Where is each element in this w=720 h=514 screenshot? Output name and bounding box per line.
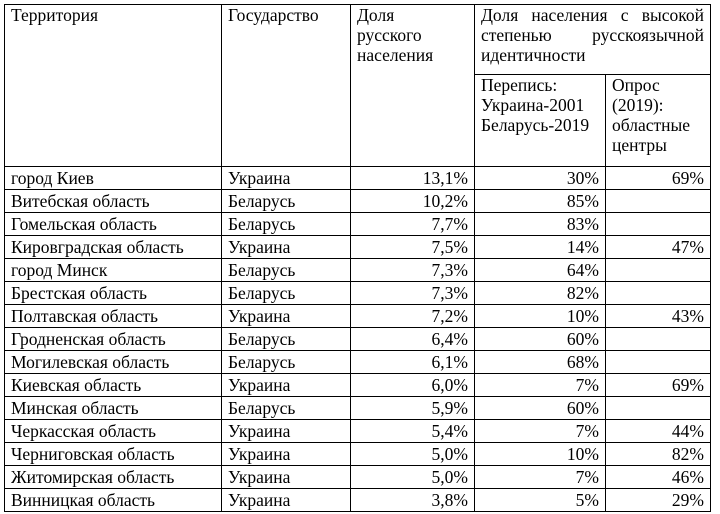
cell-state: Беларусь — [222, 282, 351, 305]
cell-russian-share: 5,0% — [351, 443, 475, 466]
table-body — [5, 167, 711, 512]
russian-identity-table — [4, 4, 711, 512]
cell-russian-share: 3,8% — [351, 489, 475, 512]
cell-territory: Винницкая область — [5, 489, 222, 512]
header-survey: Опрос (2019): областные центры — [606, 75, 711, 167]
cell-territory: город Киев — [5, 167, 222, 190]
header-census: Перепись: Украина-2001 Беларусь-2019 — [475, 75, 606, 167]
cell-state: Украина — [222, 236, 351, 259]
cell-state: Беларусь — [222, 328, 351, 351]
cell-census: 7% — [475, 420, 606, 443]
cell-russian-share: 6,0% — [351, 374, 475, 397]
cell-russian-share: 5,4% — [351, 420, 475, 443]
table-row — [5, 420, 711, 443]
cell-census: 83% — [475, 213, 606, 236]
table-row — [5, 351, 711, 374]
cell-territory: Черкасская область — [5, 420, 222, 443]
cell-territory: город Минск — [5, 259, 222, 282]
cell-census: 82% — [475, 282, 606, 305]
table-row — [5, 236, 711, 259]
cell-census: 14% — [475, 236, 606, 259]
cell-russian-share: 7,3% — [351, 282, 475, 305]
table-row — [5, 190, 711, 213]
cell-survey — [606, 351, 711, 374]
cell-survey — [606, 259, 711, 282]
cell-state: Украина — [222, 466, 351, 489]
cell-survey — [606, 282, 711, 305]
cell-survey — [606, 190, 711, 213]
table-row — [5, 167, 711, 190]
table-row — [5, 374, 711, 397]
table-row — [5, 489, 711, 512]
cell-russian-share: 5,9% — [351, 397, 475, 420]
cell-census: 68% — [475, 351, 606, 374]
cell-survey: 47% — [606, 236, 711, 259]
cell-census: 10% — [475, 443, 606, 466]
document-page — [4, 4, 711, 512]
cell-territory: Черниговская область — [5, 443, 222, 466]
cell-state: Беларусь — [222, 397, 351, 420]
cell-russian-share: 13,1% — [351, 167, 475, 190]
cell-state: Беларусь — [222, 351, 351, 374]
cell-territory: Гродненская область — [5, 328, 222, 351]
cell-survey: 46% — [606, 466, 711, 489]
cell-survey: 29% — [606, 489, 711, 512]
cell-census: 30% — [475, 167, 606, 190]
cell-russian-share: 7,7% — [351, 213, 475, 236]
cell-russian-share: 10,2% — [351, 190, 475, 213]
cell-census: 10% — [475, 305, 606, 328]
cell-state: Беларусь — [222, 259, 351, 282]
cell-survey: 43% — [606, 305, 711, 328]
table-row — [5, 397, 711, 420]
cell-territory: Полтавская область — [5, 305, 222, 328]
cell-survey: 82% — [606, 443, 711, 466]
cell-census: 7% — [475, 374, 606, 397]
cell-russian-share: 7,3% — [351, 259, 475, 282]
cell-territory: Киевская область — [5, 374, 222, 397]
table-row — [5, 466, 711, 489]
header-state: Государство — [222, 5, 351, 167]
header-russian-share: Доля русского населения — [351, 5, 475, 167]
cell-state: Украина — [222, 374, 351, 397]
cell-state: Украина — [222, 167, 351, 190]
cell-russian-share: 7,5% — [351, 236, 475, 259]
cell-census: 64% — [475, 259, 606, 282]
cell-state: Украина — [222, 305, 351, 328]
cell-territory: Житомирская область — [5, 466, 222, 489]
header-territory: Территория — [5, 5, 222, 167]
cell-territory: Витебская область — [5, 190, 222, 213]
cell-territory: Брестская область — [5, 282, 222, 305]
table-row — [5, 213, 711, 236]
table-row — [5, 443, 711, 466]
cell-territory: Гомельская область — [5, 213, 222, 236]
cell-survey — [606, 328, 711, 351]
cell-survey: 44% — [606, 420, 711, 443]
cell-census: 85% — [475, 190, 606, 213]
cell-survey — [606, 213, 711, 236]
cell-russian-share: 6,4% — [351, 328, 475, 351]
table-row — [5, 259, 711, 282]
table-row — [5, 328, 711, 351]
cell-state: Беларусь — [222, 213, 351, 236]
cell-census: 60% — [475, 328, 606, 351]
cell-survey: 69% — [606, 374, 711, 397]
table-row — [5, 282, 711, 305]
cell-territory: Минская область — [5, 397, 222, 420]
cell-census: 5% — [475, 489, 606, 512]
cell-state: Украина — [222, 443, 351, 466]
cell-territory: Могилевская область — [5, 351, 222, 374]
cell-russian-share: 6,1% — [351, 351, 475, 374]
cell-state: Украина — [222, 489, 351, 512]
cell-state: Украина — [222, 420, 351, 443]
cell-survey — [606, 397, 711, 420]
cell-census: 7% — [475, 466, 606, 489]
cell-territory: Кировградская область — [5, 236, 222, 259]
cell-russian-share: 7,2% — [351, 305, 475, 328]
cell-census: 60% — [475, 397, 606, 420]
table-row — [5, 305, 711, 328]
cell-state: Беларусь — [222, 190, 351, 213]
cell-survey: 69% — [606, 167, 711, 190]
cell-russian-share: 5,0% — [351, 466, 475, 489]
header-identity-share: Доля населения с высокой степенью русскоязычной идентичности — [475, 5, 711, 75]
table-header — [5, 5, 711, 167]
